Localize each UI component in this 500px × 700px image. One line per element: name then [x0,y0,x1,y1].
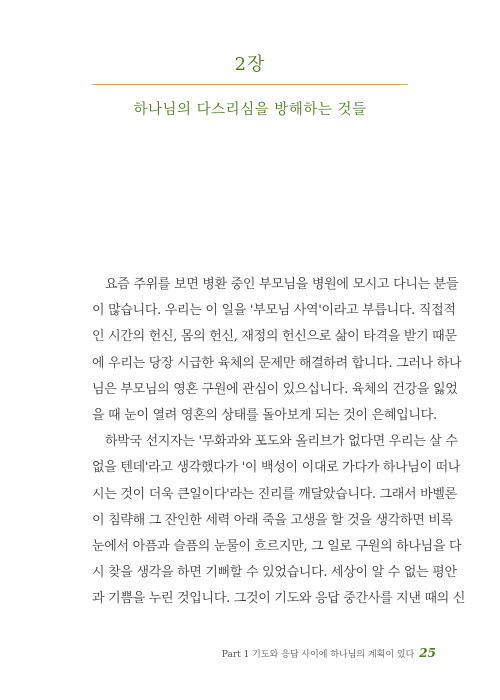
paragraph-line: 님은 부모님의 영혼 구원에 관심이 있으십니다. 육체의 건강을 잃었 [92,381,458,397]
paragraph-line: 인 시간의 헌신, 몸의 헌신, 재정의 헌신으로 삶이 타격을 받기 때문 [92,329,457,345]
paragraph-line: 과 기쁨을 누린 것입니다. 그것이 기도와 응답 중간사를 지낸 때의 신 [92,591,466,607]
page-footer [222,646,436,660]
paragraph-line: 시는 것이 더욱 큰일이다'라는 진리를 깨달았습니다. 그래서 바벨론 [92,486,457,502]
paragraph-line: 을 때 눈이 열려 영혼의 상태를 돌아보게 되는 것이 은혜입니다. [92,407,437,423]
chapter-title: 하나님의 다스리심을 방해하는 것들 [133,102,367,118]
running-head: Part 1 기도와 응답 사이에 하나님의 계획이 있다 [221,650,415,660]
chapter-divider [92,84,408,85]
paragraph-line: 요즘 주위를 보면 병환 중인 부모님을 병원에 모시고 다니는 분들 [105,277,459,292]
paragraph-line: 눈에서 아픔과 슬픔의 눈물이 흐르지만, 그 일로 구원의 하나님을 다 [92,538,462,554]
paragraph-line: 시 찾을 생각을 하면 기뻐할 수 있었습니다. 세상이 알 수 없는 평안 [92,565,457,581]
paragraph-line: 에 우리는 당장 시급한 육체의 문제만 해결하려 합니다. 그러나 하나 [92,355,462,371]
paragraph-line: 이 침략해 그 잔인한 세력 아래 죽을 고생을 할 것을 생각하면 비록 [92,512,453,528]
body-text [92,272,466,612]
chapter-number: 2장 [234,54,266,75]
paragraph-line: 이 많습니다. 우리는 이 일을 '부모님 사역'이라고 부릅니다. 직접적 [92,303,456,319]
paragraph-line: 없을 텐데'라고 생각했다가 '이 백성이 이대로 가다가 하나님이 떠나 [92,460,461,476]
paragraph-line: 하박국 선지자는 '무화과와 포도와 올리브가 없다면 우리는 살 수 [105,434,458,450]
page-number: 25 [419,646,436,660]
